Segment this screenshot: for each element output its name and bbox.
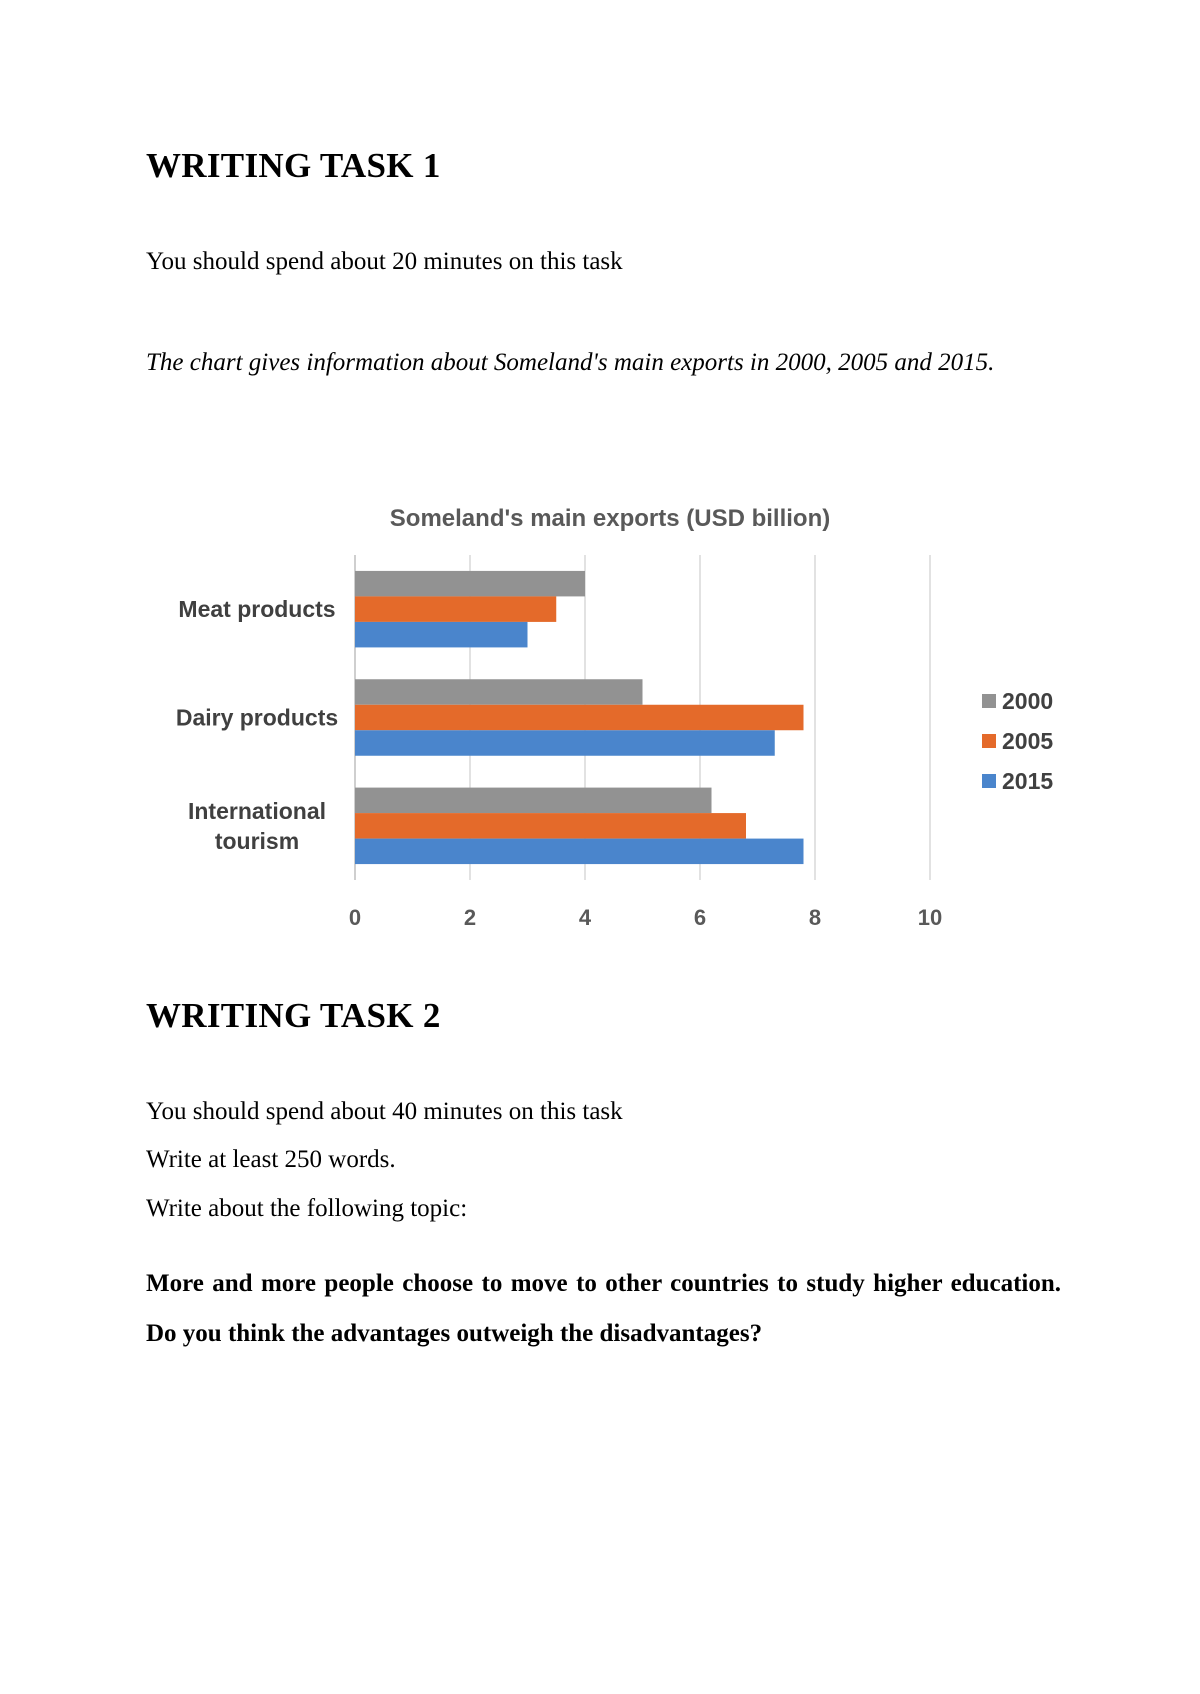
chart-legend <box>982 688 1053 794</box>
x-tick-label: 2 <box>463 905 477 930</box>
bar-2005 <box>355 596 556 621</box>
task2-word-count: Write at least 250 words. <box>146 1146 396 1173</box>
bar-2005 <box>355 813 746 839</box>
bar-2015 <box>355 622 528 648</box>
category-label: International tourism <box>187 797 327 854</box>
task2-topic-intro: Write about the following topic: <box>146 1195 468 1222</box>
legend-label-2015: 2015 <box>1002 768 1054 794</box>
bar-2005 <box>355 705 804 731</box>
bar-2000 <box>355 679 643 705</box>
task1-description: The chart gives information about Someland's main exports in 2000, 2005 and 2015. <box>146 349 995 376</box>
legend-swatch-2000 <box>982 694 996 708</box>
chart-title: Someland's main exports (USD billion) <box>389 505 831 532</box>
category-label: Dairy products <box>175 704 339 731</box>
chart-bars <box>355 571 804 864</box>
legend-swatch-2005 <box>982 734 996 748</box>
bar-2000 <box>355 788 712 814</box>
x-tick-label: 0 <box>348 905 362 930</box>
x-tick-label: 8 <box>808 905 822 930</box>
task1-heading: WRITING TASK 1 <box>146 146 441 185</box>
bar-2015 <box>355 839 804 865</box>
legend-label-2000: 2000 <box>1002 688 1054 714</box>
task2-heading: WRITING TASK 2 <box>146 996 441 1035</box>
bar-2015 <box>355 730 775 756</box>
task1-instruction: You should spend about 20 minutes on this task <box>146 248 623 275</box>
task2-instruction: You should spend about 40 minutes on this task <box>146 1098 623 1125</box>
exports-chart-svg <box>120 490 1080 950</box>
task2-essay-prompt: More and more people choose to move to other countries to study higher education. Do you think the advantages outweigh the disadvantages? <box>146 1270 1061 1347</box>
exports-chart <box>120 490 1080 950</box>
bar-2000 <box>355 571 585 597</box>
x-tick-label: 4 <box>578 905 592 930</box>
x-tick-label: 6 <box>693 905 707 930</box>
x-tick-label: 10 <box>917 905 943 930</box>
legend-label-2005: 2005 <box>1002 728 1054 754</box>
legend-swatch-2015 <box>982 774 996 788</box>
category-label: Meat products <box>178 596 336 623</box>
